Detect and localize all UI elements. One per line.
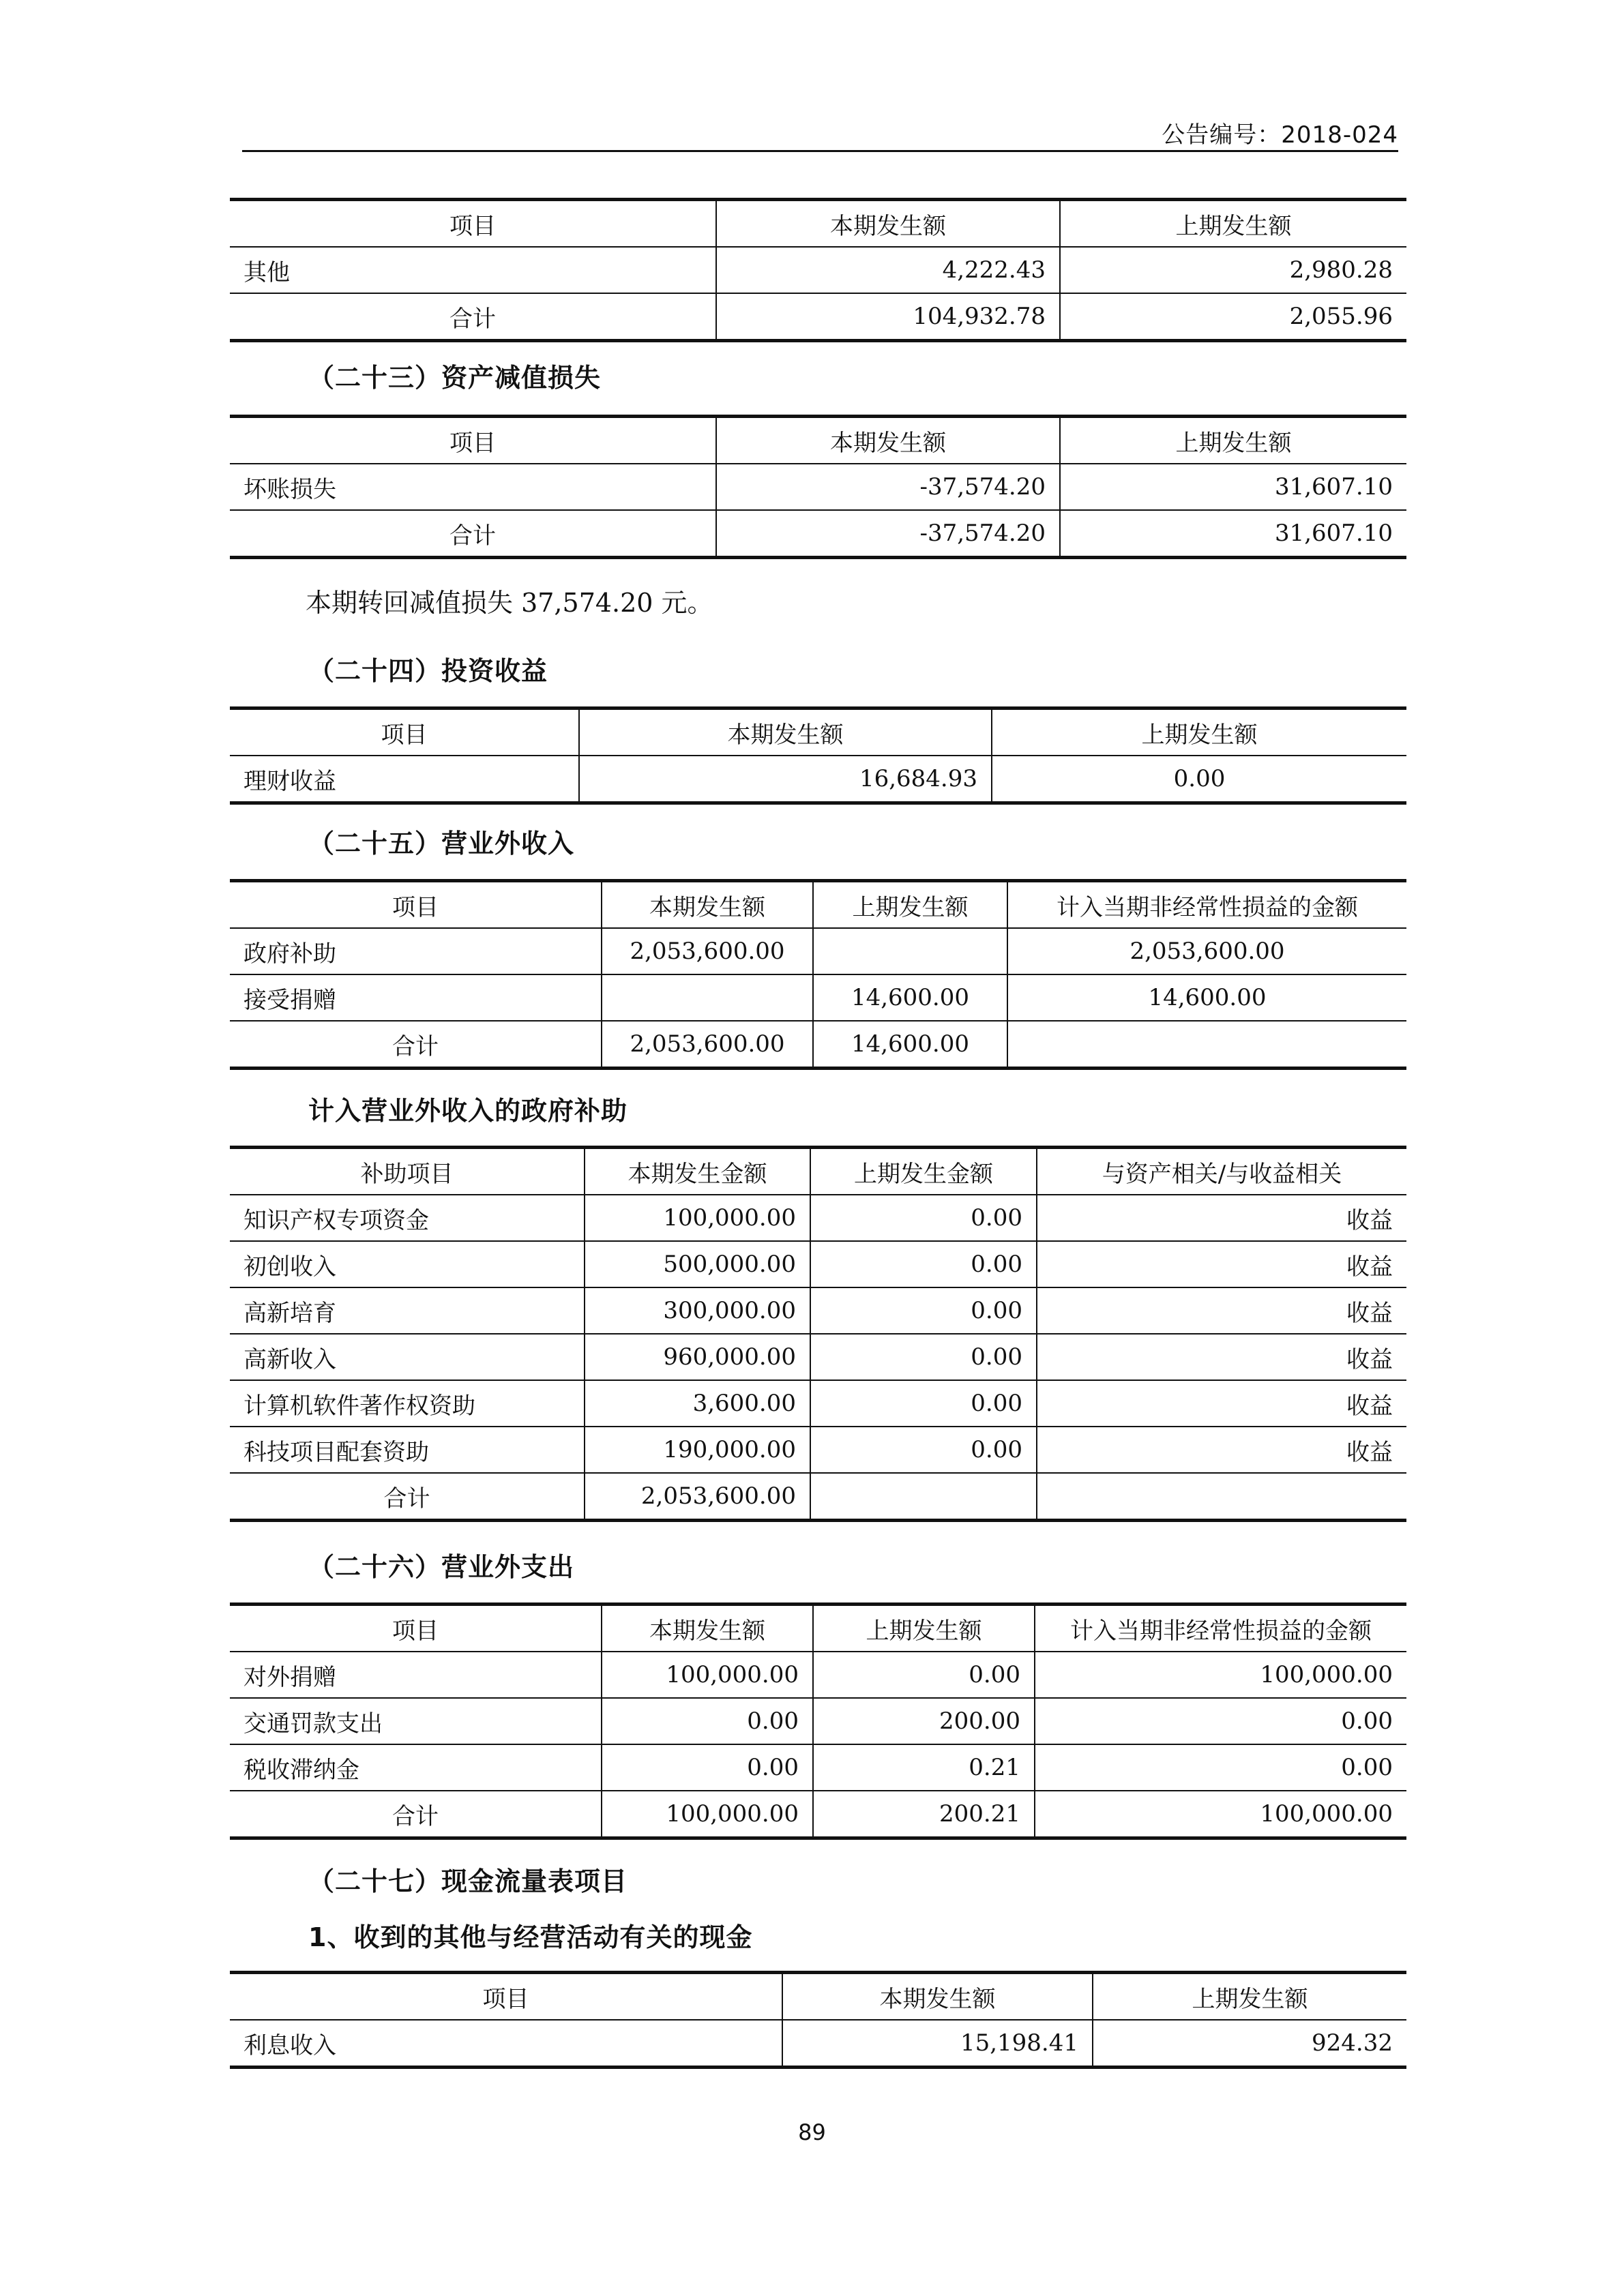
row-type: 收益 xyxy=(1037,1195,1406,1241)
row-item: 合计 xyxy=(230,1791,602,1838)
column-header: 计入当期非经常性损益的金额 xyxy=(1007,881,1406,929)
table-row xyxy=(230,1380,1406,1427)
table-cash-flow-other xyxy=(230,1971,1406,2069)
table-row xyxy=(230,2020,1406,2068)
row-current: 104,932.78 xyxy=(716,293,1060,341)
row-prior: 2,980.28 xyxy=(1060,247,1406,293)
column-header: 上期发生金额 xyxy=(810,1148,1037,1195)
column-header: 项目 xyxy=(230,709,579,756)
row-current: 3,600.00 xyxy=(585,1380,810,1427)
column-header: 上期发生额 xyxy=(1060,200,1406,248)
row-current: 2,053,600.00 xyxy=(585,1473,810,1521)
row-prior: 31,607.10 xyxy=(1060,464,1406,510)
row-item: 初创收入 xyxy=(230,1241,585,1287)
row-item: 合计 xyxy=(230,1021,602,1069)
row-type: 收益 xyxy=(1037,1427,1406,1473)
table-non-operating-income xyxy=(230,879,1406,1070)
row-item: 合计 xyxy=(230,510,716,558)
table-header-row xyxy=(230,709,1406,756)
table-row xyxy=(230,1744,1406,1791)
row-current: 100,000.00 xyxy=(602,1791,813,1838)
row-prior: 200.00 xyxy=(813,1698,1035,1744)
row-current: 2,053,600.00 xyxy=(602,1021,813,1069)
column-header: 本期发生额 xyxy=(602,881,813,929)
column-header: 项目 xyxy=(230,200,716,248)
row-type: 收益 xyxy=(1037,1334,1406,1380)
row-current: 100,000.00 xyxy=(585,1195,810,1241)
table-total-row xyxy=(230,1473,1406,1521)
table-row xyxy=(230,247,1406,293)
row-current: 960,000.00 xyxy=(585,1334,810,1380)
table-row xyxy=(230,1334,1406,1380)
column-header: 项目 xyxy=(230,417,716,464)
column-header: 补助项目 xyxy=(230,1148,585,1195)
section-25-title: （二十五）营业外收入 xyxy=(308,829,575,859)
row-item: 政府补助 xyxy=(230,928,602,974)
row-item: 合计 xyxy=(230,293,716,341)
row-item: 合计 xyxy=(230,1473,585,1521)
header-divider xyxy=(242,150,1398,152)
row-nonrecurring: 0.00 xyxy=(1035,1744,1406,1791)
section-24-title: （二十四）投资收益 xyxy=(308,656,548,686)
row-prior: 31,607.10 xyxy=(1060,510,1406,558)
row-item: 高新收入 xyxy=(230,1334,585,1380)
column-header: 与资产相关/与收益相关 xyxy=(1037,1148,1406,1195)
table-total-row xyxy=(230,1021,1406,1069)
column-header: 本期发生金额 xyxy=(585,1148,810,1195)
table-row xyxy=(230,756,1406,803)
row-prior xyxy=(813,928,1007,974)
row-item: 科技项目配套资助 xyxy=(230,1427,585,1473)
row-prior: 2,055.96 xyxy=(1060,293,1406,341)
table-row xyxy=(230,928,1406,974)
row-prior: 0.21 xyxy=(813,1744,1035,1791)
column-header: 计入当期非经常性损益的金额 xyxy=(1035,1605,1406,1652)
row-nonrecurring: 100,000.00 xyxy=(1035,1652,1406,1698)
row-prior: 0.00 xyxy=(810,1427,1037,1473)
column-header: 项目 xyxy=(230,1605,602,1652)
row-prior: 0.00 xyxy=(810,1195,1037,1241)
row-item: 知识产权专项资金 xyxy=(230,1195,585,1241)
row-prior: 0.00 xyxy=(813,1652,1035,1698)
row-prior: 14,600.00 xyxy=(813,1021,1007,1069)
table-row xyxy=(230,1195,1406,1241)
row-current: 4,222.43 xyxy=(716,247,1060,293)
table-header-row xyxy=(230,1973,1406,2021)
table-total-row xyxy=(230,1791,1406,1838)
table-non-operating-expense xyxy=(230,1602,1406,1840)
page-number: 89 xyxy=(798,2119,826,2145)
announcement-number: 公告编号：2018-024 xyxy=(1162,121,1398,149)
row-item: 交通罚款支出 xyxy=(230,1698,602,1744)
table-row xyxy=(230,1241,1406,1287)
table-row xyxy=(230,1427,1406,1473)
table-header-row xyxy=(230,200,1406,248)
impairment-note: 本期转回减值损失 37,574.20 元。 xyxy=(306,588,713,618)
table-row xyxy=(230,1652,1406,1698)
column-header: 项目 xyxy=(230,881,602,929)
row-type xyxy=(1037,1473,1406,1521)
column-header: 本期发生额 xyxy=(716,200,1060,248)
row-item: 接受捐赠 xyxy=(230,974,602,1021)
row-prior: 924.32 xyxy=(1093,2020,1406,2068)
row-nonrecurring: 2,053,600.00 xyxy=(1007,928,1406,974)
table-investment-income xyxy=(230,706,1406,805)
row-item: 计算机软件著作权资助 xyxy=(230,1380,585,1427)
row-item: 对外捐赠 xyxy=(230,1652,602,1698)
row-prior: 0.00 xyxy=(810,1380,1037,1427)
row-nonrecurring: 0.00 xyxy=(1035,1698,1406,1744)
row-prior: 14,600.00 xyxy=(813,974,1007,1021)
table-impairment-loss xyxy=(230,415,1406,559)
table-other xyxy=(230,198,1406,342)
table-total-row xyxy=(230,510,1406,558)
column-header: 本期发生额 xyxy=(579,709,992,756)
row-type: 收益 xyxy=(1037,1287,1406,1334)
column-header: 上期发生额 xyxy=(813,881,1007,929)
row-type: 收益 xyxy=(1037,1241,1406,1287)
row-current: 300,000.00 xyxy=(585,1287,810,1334)
row-current: 190,000.00 xyxy=(585,1427,810,1473)
row-prior: 200.21 xyxy=(813,1791,1035,1838)
table-row xyxy=(230,1287,1406,1334)
row-nonrecurring: 14,600.00 xyxy=(1007,974,1406,1021)
table-row xyxy=(230,974,1406,1021)
row-type: 收益 xyxy=(1037,1380,1406,1427)
table-row xyxy=(230,464,1406,510)
row-item: 利息收入 xyxy=(230,2020,782,2068)
section-27-subtitle: 1、收到的其他与经营活动有关的现金 xyxy=(308,1922,753,1952)
row-prior xyxy=(810,1473,1037,1521)
column-header: 项目 xyxy=(230,1973,782,2021)
row-current: 0.00 xyxy=(602,1744,813,1791)
row-nonrecurring: 100,000.00 xyxy=(1035,1791,1406,1838)
row-item: 税收滞纳金 xyxy=(230,1744,602,1791)
row-prior: 0.00 xyxy=(992,756,1406,803)
section-27-title: （二十七）现金流量表项目 xyxy=(308,1866,628,1896)
row-current: 15,198.41 xyxy=(782,2020,1093,2068)
section-26-title: （二十六）营业外支出 xyxy=(308,1552,575,1582)
table-header-row xyxy=(230,417,1406,464)
row-current: -37,574.20 xyxy=(716,464,1060,510)
row-current xyxy=(602,974,813,1021)
row-prior: 0.00 xyxy=(810,1334,1037,1380)
row-current: 500,000.00 xyxy=(585,1241,810,1287)
row-current: 100,000.00 xyxy=(602,1652,813,1698)
row-current: 0.00 xyxy=(602,1698,813,1744)
table-government-subsidy xyxy=(230,1146,1406,1522)
table-total-row xyxy=(230,293,1406,341)
row-item: 坏账损失 xyxy=(230,464,716,510)
column-header: 上期发生额 xyxy=(992,709,1406,756)
column-header: 上期发生额 xyxy=(1093,1973,1406,2021)
row-current: 2,053,600.00 xyxy=(602,928,813,974)
row-prior: 0.00 xyxy=(810,1287,1037,1334)
row-item: 理财收益 xyxy=(230,756,579,803)
column-header: 上期发生额 xyxy=(813,1605,1035,1652)
row-nonrecurring xyxy=(1007,1021,1406,1069)
row-item: 其他 xyxy=(230,247,716,293)
column-header: 本期发生额 xyxy=(716,417,1060,464)
row-item: 高新培育 xyxy=(230,1287,585,1334)
table-header-row xyxy=(230,1605,1406,1652)
table-row xyxy=(230,1698,1406,1744)
table-header-row xyxy=(230,881,1406,929)
table-header-row xyxy=(230,1148,1406,1195)
row-current: -37,574.20 xyxy=(716,510,1060,558)
column-header: 上期发生额 xyxy=(1060,417,1406,464)
section-23-title: （二十三）资产减值损失 xyxy=(308,363,602,393)
row-prior: 0.00 xyxy=(810,1241,1037,1287)
row-current: 16,684.93 xyxy=(579,756,992,803)
column-header: 本期发生额 xyxy=(602,1605,813,1652)
subsidy-title: 计入营业外收入的政府补助 xyxy=(308,1096,628,1126)
column-header: 本期发生额 xyxy=(782,1973,1093,2021)
